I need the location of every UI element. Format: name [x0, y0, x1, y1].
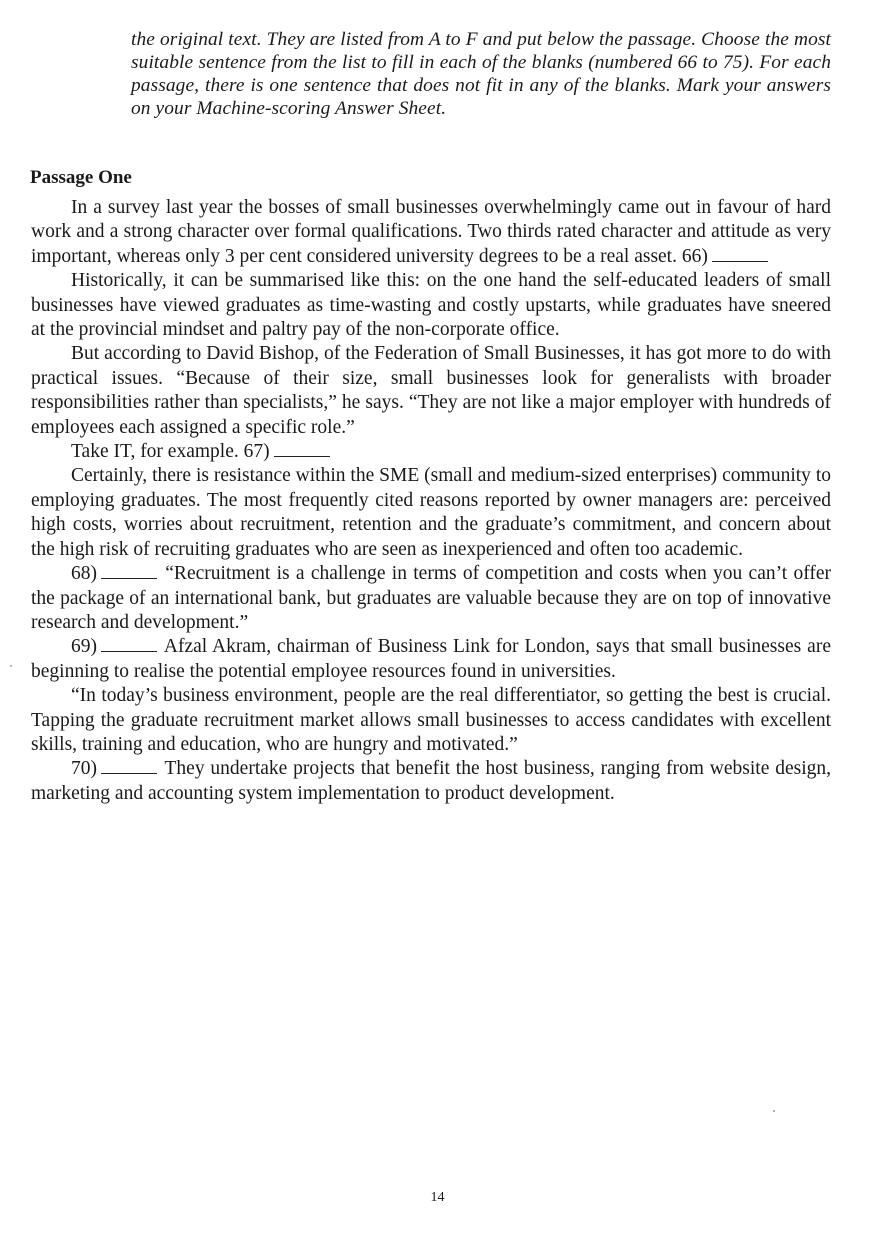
page-number: 14: [430, 1190, 445, 1205]
blank-67: [274, 455, 330, 457]
paragraph-6: [31, 562, 831, 635]
paragraph-text: In a survey last year the bosses of small businesses overwhelmingly came out in favour of hard work and a strong character over formal qualifications. Two thirds rated character and attitude as very important, whereas only 3 per cent considered university degrees to be a real asset. 66): [31, 197, 831, 267]
paragraph-text: Afzal Akram, chairman of Business Link for London, says that small businesses are beginning to realise the potential employee resources found in universities.: [31, 636, 831, 682]
paragraph-4: [31, 440, 831, 464]
paragraph-text: They undertake projects that benefit the host business, ranging from website design, marketing and accounting system implementation to product development.: [31, 758, 831, 804]
blank-66: [712, 260, 768, 262]
blank-number: 70): [71, 758, 97, 780]
blank-69: [101, 650, 157, 652]
passage-title: Passage One: [30, 167, 132, 188]
paragraph-8: “In today’s business environment, people are the real differentiator, so getting the best is crucial. Tapping the graduate recruitment market allows small businesses to access candidates with excellent skills, training and education, who are hungry and motivated.”: [31, 685, 831, 755]
scan-mark: [10, 665, 12, 667]
paragraph-text: Take IT, for example. 67): [71, 441, 270, 463]
paragraph-9: [31, 757, 831, 806]
paragraph-2: Historically, it can be summarised like this: on the one hand the self-educated leaders of small businesses have viewed graduates as time-wasting and costly upstarts, while graduates have sneered at the provincial mindset and paltry pay of the non-corporate office.: [31, 270, 831, 341]
instructions-text: the original text. They are listed from A to F and put below the passage. Choose the most suitable sentence from the list to fill in each of the blanks (numbered 66 to 75). For each passage, there is one sentence that does not fit in any of the blanks. Mark your answers on your Machine-scoring Answer Sheet.: [131, 29, 831, 119]
blank-number: 68): [71, 563, 97, 585]
paragraph-5: Certainly, there is resistance within the SME (small and medium-sized enterprises) community to employing graduates. The most frequently cited reasons reported by owner managers are: perceived high costs, worries about recruitment, retention and the graduate’s commitment, and concern about the high risk of recruiting graduates who are seen as inexperienced and often too academic.: [31, 465, 831, 560]
paragraph-7: [31, 635, 831, 684]
blank-number: 69): [71, 636, 97, 658]
passage-body: [31, 196, 831, 806]
scan-speck: [773, 1110, 775, 1112]
paragraph-3: But according to David Bishop, of the Federation of Small Businesses, it has got more to do with practical issues. “Because of their size, small businesses look for generalists with broader responsibilities rather than specialists,” he says. “They are not like a major employer with hundreds of employees each assigned a specific role.”: [31, 343, 831, 438]
paragraph-1: [31, 196, 831, 269]
blank-70: [101, 772, 157, 774]
blank-68: [101, 577, 157, 579]
paragraph-text: “Recruitment is a challenge in terms of competition and costs when you can’t offer the package of an international bank, but graduates are valuable because they are on top of innovative research and development.”: [31, 563, 831, 633]
